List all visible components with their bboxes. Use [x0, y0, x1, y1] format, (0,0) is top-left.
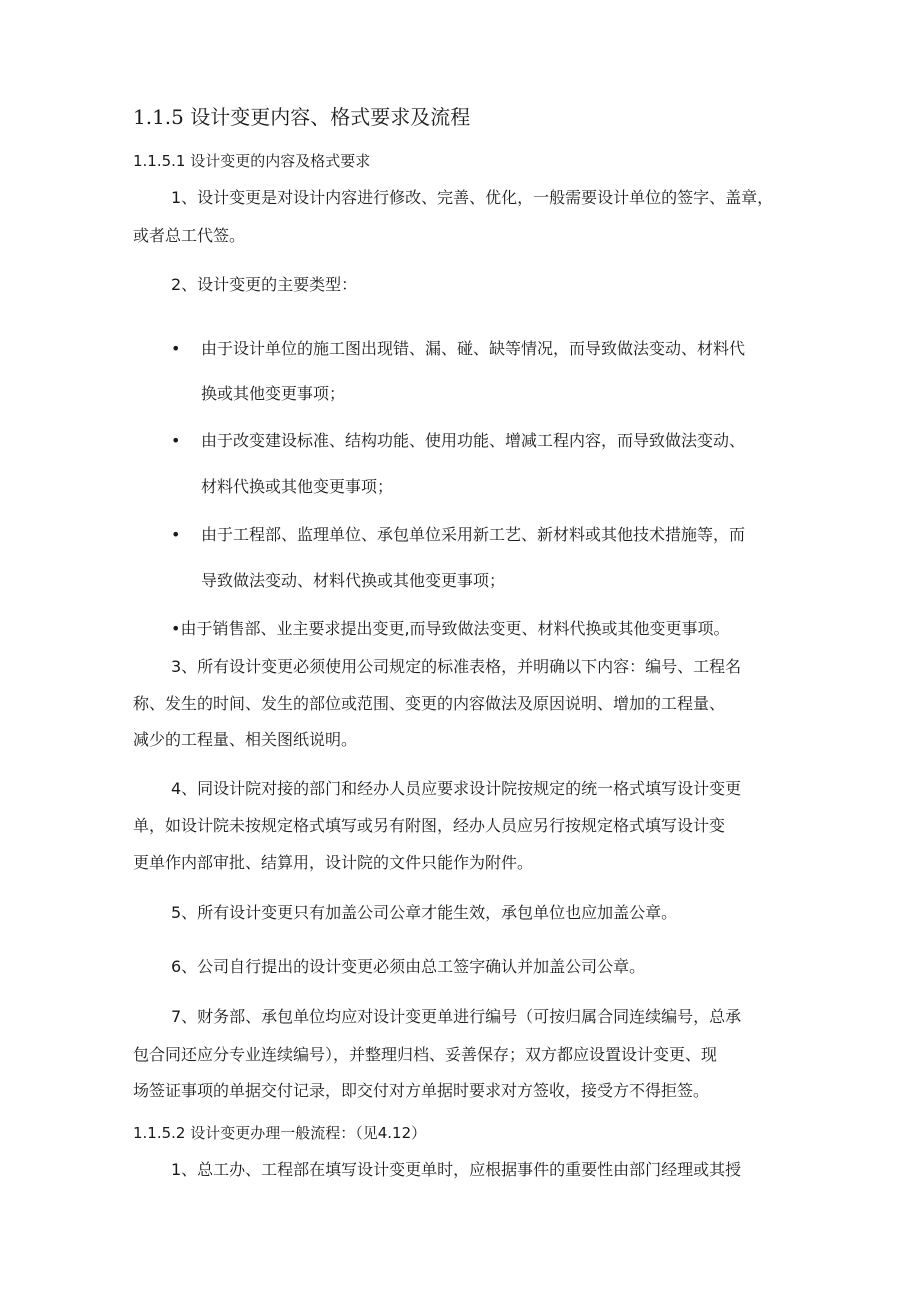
paragraph-7-line-2: 包合同还应分专业连续编号），并整理归档、妥善保存；双方都应设置设计变更、现: [133, 1045, 718, 1064]
paragraph-4-line-1: 4、同设计院对接的部门和经办人员应要求设计院按规定的统一格式填写设计变更: [171, 779, 742, 798]
paragraph-3-line-1: 3、所有设计变更必须使用公司规定的标准表格，并明确以下内容：编号、工程名: [171, 657, 742, 676]
bullet-3-line-1: 由于工程部、监理单位、承包单位采用新工艺、新材料或其他技术措施等，而: [201, 525, 746, 544]
paragraph-4-line-3: 更单作内部审批、结算用，设计院的文件只能作为附件。: [133, 853, 534, 872]
bullet-1-line-2: 换或其他变更事项；: [201, 384, 346, 403]
bullet-marker: •: [171, 339, 181, 358]
bullet-2-line-1: 由于改变建设标准、结构功能、使用功能、增减工程内容，而导致做法变动、: [201, 431, 746, 450]
paragraph-2: 2、设计变更的主要类型：: [171, 275, 358, 294]
paragraph-4-line-2: 单，如设计院未按规定格式填写或另有附图，经办人员应另行按规定格式填写设计变: [133, 816, 726, 835]
subsection-title: 1.1.5.2 设计变更办理一般流程：（见4.12）: [133, 1124, 427, 1142]
paragraph-1-line-1: 1、设计变更是对设计内容进行修改、完善、优化，一般需要设计单位的签字、盖章，: [171, 188, 774, 207]
paragraph-8-line-1: 1、总工办、工程部在填写设计变更单时，应根据事件的重要性由部门经理或其授: [171, 1160, 742, 1179]
bullet-1-line-1: 由于设计单位的施工图出现错、漏、碰、缺等情况，而导致做法变动、材料代: [201, 339, 746, 358]
bullet-marker: •: [171, 525, 181, 544]
bullet-marker: •: [171, 431, 181, 450]
paragraph-5: 5、所有设计变更只有加盖公司公章才能生效，承包单位也应加盖公章。: [171, 903, 678, 922]
paragraph-3-line-3: 减少的工程量、相关图纸说明。: [133, 730, 358, 749]
paragraph-7-line-1: 7、财务部、承包单位均应对设计变更单进行编号（可按归属合同连续编号，总承: [171, 1007, 742, 1026]
bullet-4: •由于销售部、业主要求提出变更,而导致做法变更、材料代换或其他变更事项。: [171, 619, 730, 638]
subsection-title: 1.1.5.1 设计变更的内容及格式要求: [133, 152, 371, 170]
paragraph-7-line-3: 场签证事项的单据交付记录，即交付对方单据时要求对方签收，接受方不得拒签。: [133, 1081, 710, 1100]
paragraph-1-line-2: 或者总工代签。: [133, 226, 246, 245]
paragraph-3-line-2: 称、发生的时间、发生的部位或范围、变更的内容做法及原因说明、增加的工程量、: [133, 694, 726, 713]
section-title: 1.1.5 设计变更内容、格式要求及流程: [133, 105, 471, 129]
bullet-2-line-2: 材料代换或其他变更事项；: [201, 477, 394, 496]
paragraph-6: 6、公司自行提出的设计变更必须由总工签字确认并加盖公司公章。: [171, 957, 646, 976]
bullet-3-line-2: 导致做法变动、材料代换或其他变更事项；: [201, 571, 506, 590]
